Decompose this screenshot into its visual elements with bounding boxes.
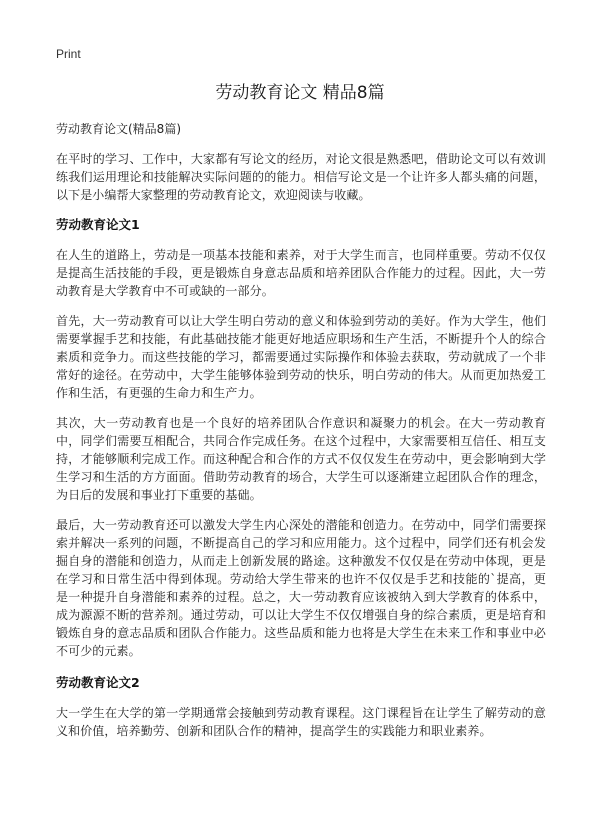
document-subtitle: 劳动教育论文(精品8篇) xyxy=(56,122,181,136)
section-1-paragraph-1: 在人生的道路上，劳动是一项基本技能和素养，对于大学生而言，也同样重要。劳动不仅仅是提高生活技能的手段，更是锻炼自身意志品质和培养团队合作能力的过程。因此，大一劳动教育是大学教育中不可或缺的一部分。 xyxy=(56,248,546,298)
page-title: 劳动教育论文 精品8篇 xyxy=(215,83,385,103)
intro-paragraph: 在平时的学习、工作中，大家都有写论文的经历，对论文很是熟悉吧，借助论文可以有效训练我们运用理论和技能解决实际问题的的能力。相信写论文是一个让许多人都头痛的问题，以下是小编帮大家整理的劳动教育论文，欢迎阅读与收藏。 xyxy=(56,152,546,202)
document-body xyxy=(56,150,546,752)
section-1-paragraph-4: 最后，大一劳动教育还可以激发大学生内心深处的潜能和创造力。在劳动中，同学们需要探索并解决一系列的问题，不断提高自己的学习和应用能力。这个过程中，同学们还有机会发掘自身的潜能和创造力，从而走上创新发展的路途。这种激发不仅仅是在劳动中体现，更是在学习和日常生活中得到体现。劳动给大学生带来的也许不仅仅是手艺和技能的`提高，更是一种提升自身潜能和素养的过程。总之，大一劳动教育应该被纳入到大学教育的体系中，成为源源不断的营养剂。通过劳动，可以让大学生不仅仅增强自身的综合素质，更是培育和锻炼自身的意志品质和团队合作能力。这些品质和能力也将是大学生在未来工作和事业中必不可少的元素。 xyxy=(56,518,546,658)
section-1-paragraph-2: 首先，大一劳动教育可以让大学生明白劳动的意义和体验到劳动的美好。作为大学生，他们需要掌握手艺和技能，有此基础技能才能更好地适应职场和生产生活，不断提升个人的综合素质和竞争力。而这些技能的学习，都需要通过实际操作和体验去获取，劳动就成了一个非常好的途径。在劳动中，大学生能够体验到劳动的快乐，明白劳动的伟大。从而更加热爱工作和生活，有更强的生命力和生产力。 xyxy=(56,314,546,400)
section-1-paragraph-3: 其次，大一劳动教育也是一个良好的培养团队合作意识和凝聚力的机会。在大一劳动教育中，同学们需要互相配合，共同合作完成任务。在这个过程中，大家需要相互信任、相互支持，才能够顺利完成工作。而这种配合和合作的方式不仅仅发生在劳动中，更会影响到大学生学习和生活的方方面面。借助劳动教育的场合，大学生可以逐渐建立起团队合作的理念，为日后的发展和事业打下重要的基础。 xyxy=(56,416,546,502)
section-heading-1: 劳动教育论文1 xyxy=(56,217,140,232)
section-2-paragraph-1: 大一学生在大学的第一学期通常会接触到劳动教育课程。这门课程旨在让学生了解劳动的意义和价值，培养勤劳、创新和团队合作的精神，提高学生的实践能力和职业素养。 xyxy=(56,706,546,738)
section-heading-2: 劳动教育论文2 xyxy=(56,675,140,690)
print-label: Print xyxy=(56,47,81,61)
